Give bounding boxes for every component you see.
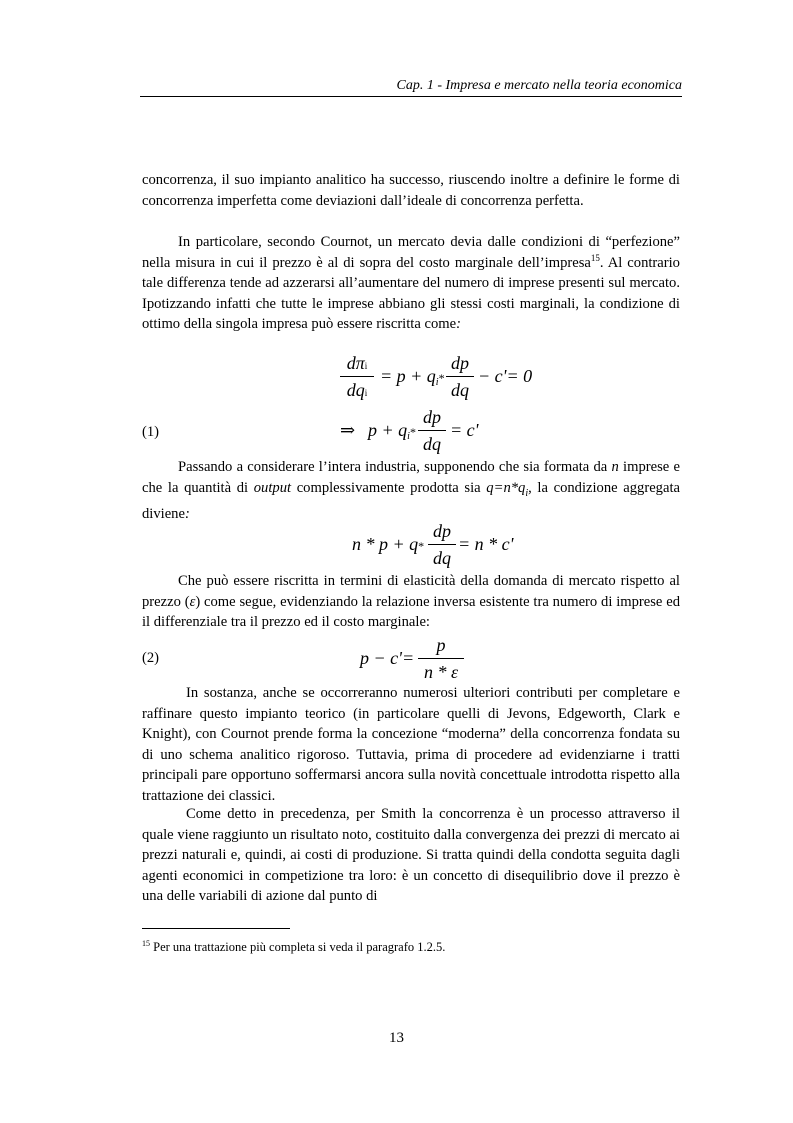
eq2-fraction: p n * ε bbox=[418, 634, 464, 684]
footnote bbox=[142, 936, 445, 955]
eq1a-lhs-den: dqi bbox=[346, 380, 368, 400]
eq1b-arrow: ⇒ bbox=[340, 420, 356, 440]
eq1b-lhs: p + qi* bbox=[368, 420, 416, 442]
equation-1-label: (1) bbox=[142, 424, 160, 440]
eq1b-tail: = c' bbox=[450, 420, 479, 440]
paragraph-2 bbox=[142, 232, 680, 335]
eq1b-dpdq-fraction: dp dq bbox=[418, 406, 446, 456]
page-number: 13 bbox=[389, 1030, 404, 1046]
paragraph-2-colon: : bbox=[456, 316, 461, 333]
footnote-text: Per una trattazione più completa si veda il paragrafo 1.2.5. bbox=[150, 940, 446, 955]
equation-2-label: (2) bbox=[142, 650, 160, 666]
eqA-dpdq-fraction: dp dq bbox=[428, 520, 456, 570]
eqA-tail: = n * c' bbox=[458, 534, 514, 554]
eq2-lhs: p − c'= bbox=[360, 648, 415, 668]
running-header: Cap. 1 - Impresa e mercato nella teoria economica bbox=[396, 78, 682, 93]
eq1a-tail: − c'= 0 bbox=[478, 366, 533, 386]
eq1a-lhs-num: dπi bbox=[346, 353, 368, 373]
eqA-lhs: n * p + q* bbox=[352, 534, 425, 554]
equation-1b bbox=[340, 406, 540, 456]
paragraph-3: Passando a considerare l’intera industria, supponendo che sia formata da n imprese e che la quantità di output complessivamente prodotta sia $q=n*q_i$, la condizione aggregata diviene: bbox=[142, 459, 680, 523]
footnote-rule bbox=[142, 928, 290, 929]
paragraph-2-text-b: . Al contrario tale differenza tende ad azzerarsi all’aumentare del numero di imprese presenti sul mercato. Ipotizzando infatti che tutte le imprese abbiano gli stessi costi marginali, la condizione di ottimo della singola impresa può essere riscritta come bbox=[142, 254, 680, 333]
paragraph-6: Come detto in precedenza, per Smith la concorrenza è un processo attraverso il quale viene raggiunto un risultato noto, costituito dalla convergenza dei prezzi di mercato ai prezzi naturali e, quindi, ai costi di produzione. Si tratta quindi della condotta seguita dagli agenti economici in competizione tra loro: è un concetto di disequilibrio dove il prezzo è una delle variabili di azione dal punto di bbox=[142, 806, 680, 905]
paragraph-4: Che può essere riscritta in termini di elasticità della domanda di mercato rispetto al prezzo (ε) come segue, evidenziando la relazione inversa esistente tra numero di imprese ed il differenziale tra il prezzo ed il costo marginale: bbox=[142, 573, 680, 631]
eq1a-middle: = p + qi* bbox=[380, 366, 445, 388]
footnote-number: 15 bbox=[142, 939, 150, 948]
paragraph-5: In sostanza, anche se occorreranno numerosi ulteriori contributi per completare e raffinare questo impianto teorico (in particolare quelli di Jevons, Edgeworth, Clark e Knight), con Cournot prende forma la concezione “moderna” della concorrenza fondata su di uno schema analitico rigoroso. Tuttavia, prima di procedere ad evidenziarne i tratti principali pare opportuno soffermarsi ancora sulla novità concettuale introdotta rispetto alla trattazione dei classici. bbox=[142, 685, 680, 804]
equation-2 bbox=[360, 634, 480, 684]
equation-1a bbox=[340, 352, 540, 402]
eq1a-lhs-fraction bbox=[340, 352, 374, 402]
header-rule bbox=[140, 96, 682, 97]
paragraph-1: concorrenza, il suo impianto analitico ha successo, riuscendo inoltre a definire le forme di concorrenza imperfetta come deviazioni dall’ideale di concorrenza perfetta. bbox=[142, 172, 680, 209]
footnote-ref-15: 15 bbox=[590, 252, 600, 263]
eq1a-dpdq-fraction: dp dq bbox=[446, 352, 474, 402]
paragraph-2-text-a: In particolare, secondo Cournot, un mercato devia dalle condizioni di “perfezione” nella misura in cui il prezzo è al di sopra del costo marginale dell’impresa bbox=[142, 234, 680, 271]
equation-aggregate bbox=[352, 520, 532, 570]
